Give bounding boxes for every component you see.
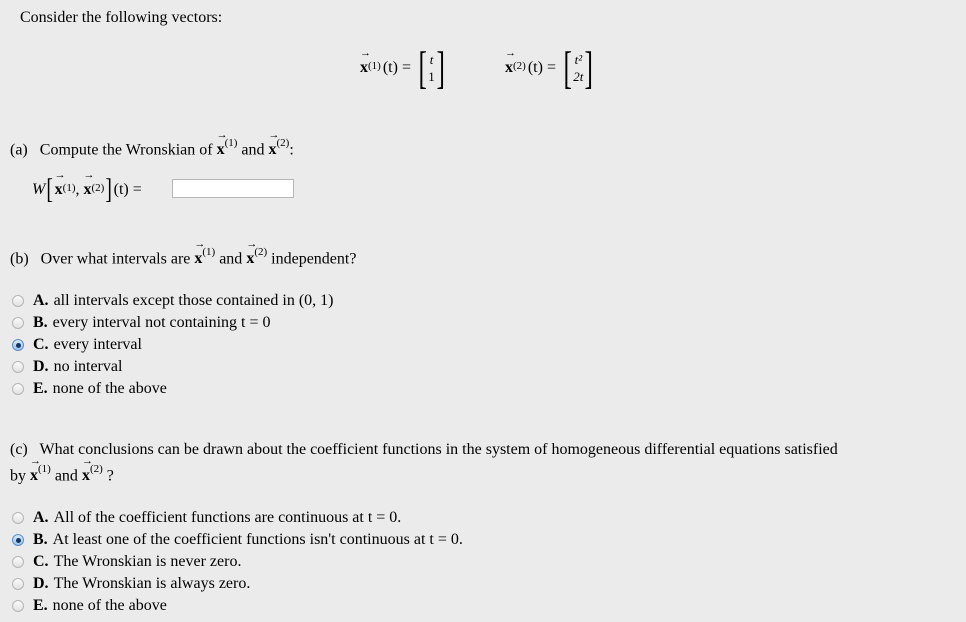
option-text: every interval xyxy=(53,336,142,353)
matrix-entry: 1 xyxy=(428,69,435,84)
superscript: (1) xyxy=(224,137,238,149)
radio-button[interactable] xyxy=(12,512,24,524)
vector-x-symbol: → x xyxy=(81,455,93,485)
part-b-option-c[interactable] xyxy=(12,336,142,354)
part-b-text-end: independent? xyxy=(271,250,357,268)
option-letter: C. xyxy=(33,553,49,570)
superscript: (1) xyxy=(202,246,216,258)
radio-button[interactable] xyxy=(12,383,24,395)
and-text: and xyxy=(219,250,243,268)
superscript: (2) xyxy=(276,137,290,149)
part-c-option-c[interactable] xyxy=(12,553,241,571)
option-letter: C. xyxy=(33,336,49,353)
part-c-option-d[interactable] xyxy=(12,575,250,593)
vector-argument: (t) xyxy=(382,59,398,76)
superscript: (1) xyxy=(368,60,381,72)
radio-button-selected[interactable] xyxy=(12,534,24,546)
right-bracket: ] xyxy=(436,42,445,93)
superscript: (1) xyxy=(38,463,51,475)
part-b-option-d[interactable] xyxy=(12,358,122,376)
question-mark: ? xyxy=(106,467,114,485)
option-text: no interval xyxy=(53,358,123,375)
vector-x-symbol: → x xyxy=(360,47,371,76)
radio-button[interactable] xyxy=(12,317,24,329)
option-text: every interval not containing t = 0 xyxy=(52,314,271,331)
matrix-entry: t xyxy=(429,52,434,67)
vector-1-definition xyxy=(360,42,448,93)
radio-button[interactable] xyxy=(12,361,24,373)
left-bracket: [ xyxy=(563,42,572,93)
part-b-option-e[interactable] xyxy=(12,380,167,398)
superscript: (1) xyxy=(62,182,76,194)
option-text: all intervals except those contained in (0, 1) xyxy=(53,292,334,309)
part-a-text: Compute the Wronskian of xyxy=(39,141,213,159)
left-bracket: [ xyxy=(418,42,427,93)
option-letter: A. xyxy=(33,292,49,309)
option-letter: E. xyxy=(33,380,48,397)
part-b-text: Over what intervals are xyxy=(40,250,191,268)
comma: , xyxy=(75,181,80,198)
part-b-option-a[interactable] xyxy=(12,292,333,310)
option-text: none of the above xyxy=(52,597,167,614)
equals-sign: = xyxy=(546,59,556,76)
right-bracket: ] xyxy=(584,42,594,93)
option-text: At least one of the coefficient functions isn't continuous at t = 0. xyxy=(52,531,463,548)
part-c-label: (c) xyxy=(10,441,28,458)
superscript: (2) xyxy=(89,463,103,475)
vector-argument: (t) xyxy=(527,59,543,76)
vector-x-symbol: → x xyxy=(216,129,228,159)
wronskian-expression xyxy=(32,169,142,205)
option-letter: D. xyxy=(33,358,49,375)
option-text: none of the above xyxy=(52,380,167,397)
part-b-label: (b) xyxy=(10,250,29,268)
option-letter: B. xyxy=(33,314,48,331)
option-text: The Wronskian is always zero. xyxy=(53,575,251,592)
matrix-entry: 2t xyxy=(573,69,584,84)
part-c-option-a[interactable] xyxy=(12,509,401,527)
part-b-option-b[interactable] xyxy=(12,314,271,332)
option-text: All of the coefficient functions are continuous at t = 0. xyxy=(53,509,402,526)
option-letter: A. xyxy=(33,509,49,526)
superscript: (2) xyxy=(91,182,105,194)
vector-x-symbol: → x xyxy=(194,238,206,268)
option-letter: E. xyxy=(33,597,48,614)
part-b-question xyxy=(10,238,357,268)
vector-x-symbol: → x xyxy=(30,455,41,485)
superscript: (2) xyxy=(513,60,526,72)
wronskian-argument: (t) = xyxy=(113,181,142,198)
part-c-text: What conclusions can be drawn about the coefficient functions in the system of homogeneous differential equations satisfied xyxy=(39,441,838,458)
matrix-entry: t² xyxy=(574,52,583,67)
vector-x-symbol: → x xyxy=(83,169,95,198)
radio-button[interactable] xyxy=(12,295,24,307)
radio-button-selected[interactable] xyxy=(12,339,24,351)
part-a-question xyxy=(10,129,294,159)
and-text: and xyxy=(54,467,78,485)
right-bracket: ] xyxy=(105,174,113,205)
superscript: (2) xyxy=(254,246,268,258)
wronskian-answer-input[interactable] xyxy=(172,179,294,198)
by-text: by xyxy=(10,467,26,485)
part-c-option-b[interactable] xyxy=(12,531,463,549)
wronskian-symbol: W xyxy=(32,181,46,198)
and-text: and xyxy=(241,141,265,159)
part-c-question-line-2 xyxy=(10,455,114,485)
vector-2-matrix xyxy=(560,42,597,93)
colon: : xyxy=(289,141,294,159)
option-letter: B. xyxy=(33,531,48,548)
part-c-question-line-1 xyxy=(10,441,838,459)
option-letter: D. xyxy=(33,575,49,592)
equals-sign: = xyxy=(401,59,411,76)
vector-x-symbol: → x xyxy=(246,238,258,268)
vector-x-symbol: → x xyxy=(54,169,66,198)
vector-x-symbol: → x xyxy=(505,47,516,76)
vector-2-definition xyxy=(505,42,597,93)
left-bracket: [ xyxy=(46,174,54,205)
radio-button[interactable] xyxy=(12,578,24,590)
radio-button[interactable] xyxy=(12,556,24,568)
vector-1-matrix xyxy=(415,42,448,93)
part-c-option-e[interactable] xyxy=(12,597,167,615)
part-a-label: (a) xyxy=(10,141,28,159)
vector-x-symbol: → x xyxy=(268,129,280,159)
intro-text: Consider the following vectors: xyxy=(20,9,223,26)
radio-button[interactable] xyxy=(12,600,24,612)
option-text: The Wronskian is never zero. xyxy=(53,553,242,570)
